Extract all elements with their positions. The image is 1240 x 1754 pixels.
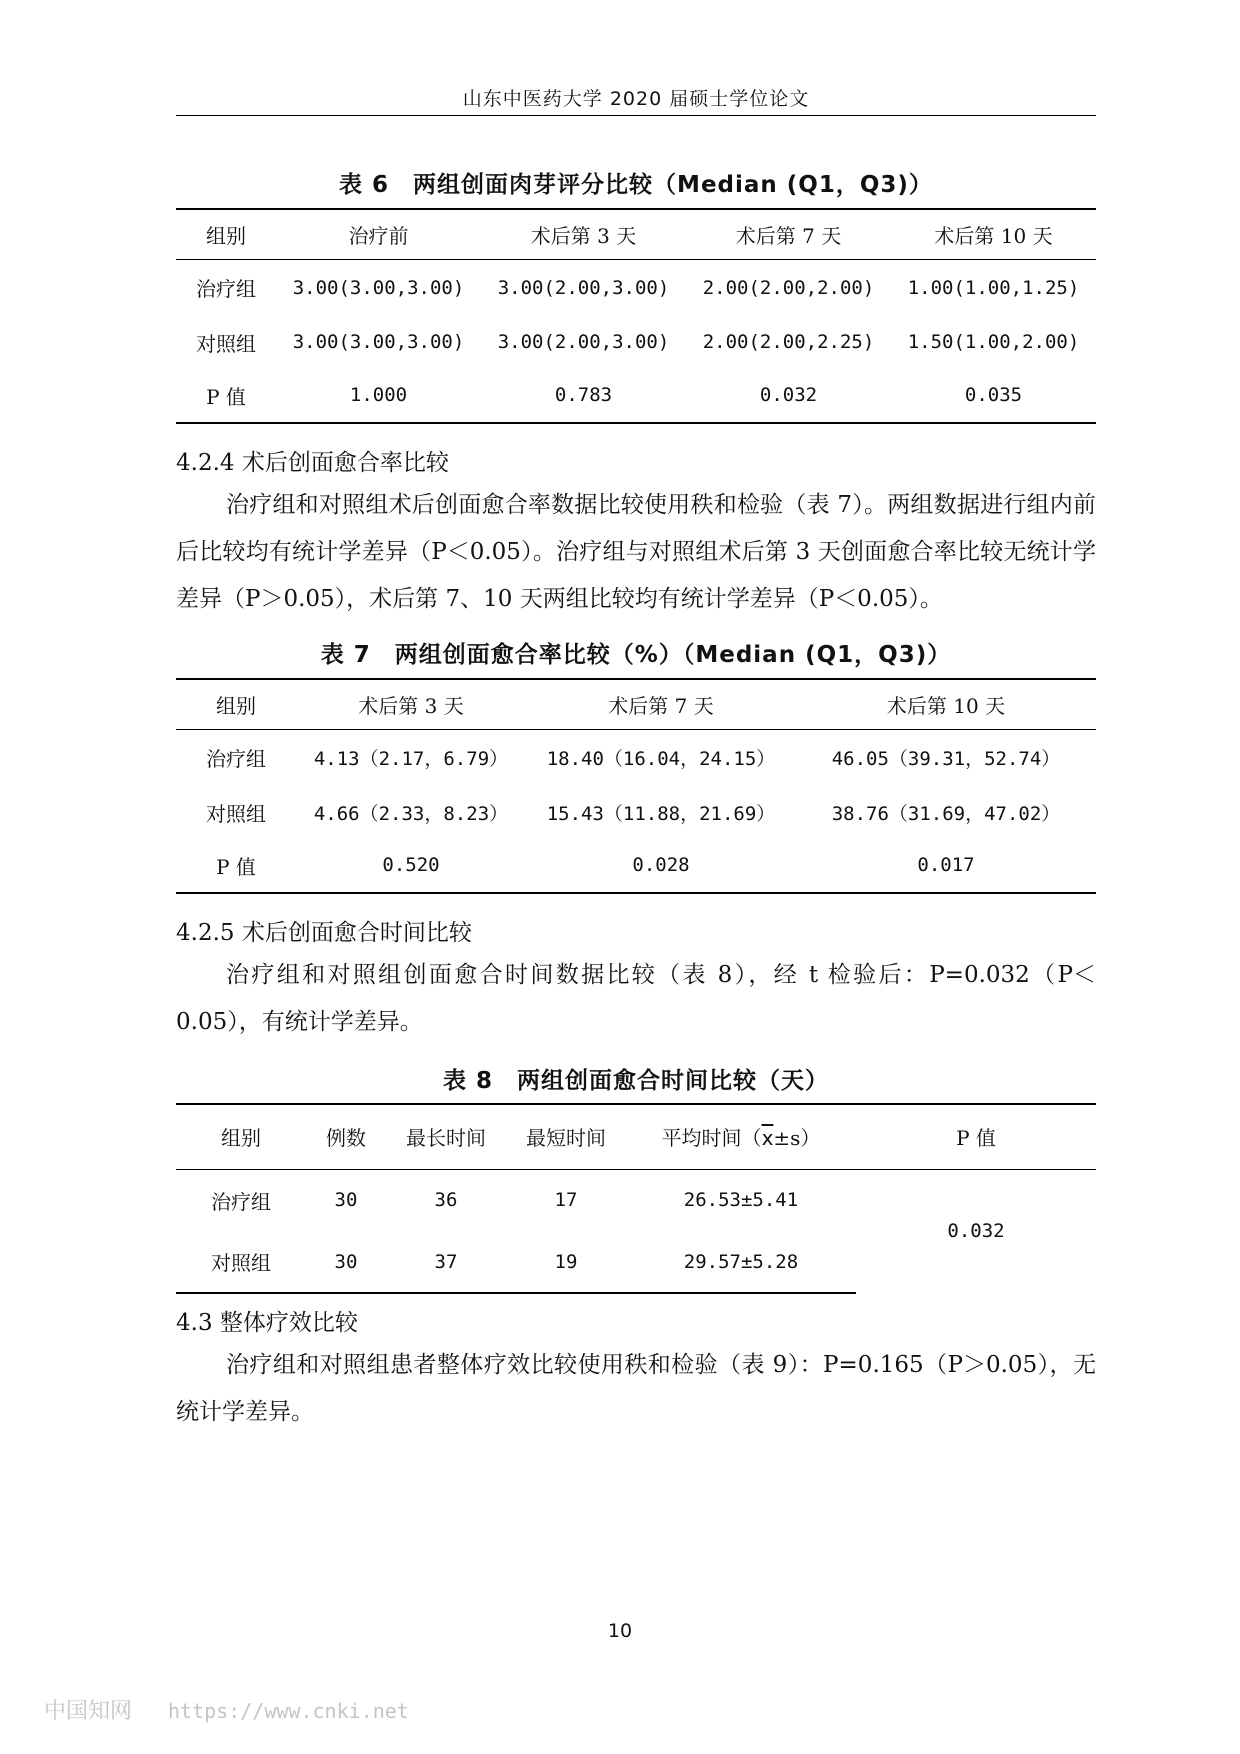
x-bar-symbol: $\overline{x}$ — [761, 1126, 774, 1151]
column-header-mean — [626, 1104, 856, 1169]
section-heading: 4.2.5 术后创面愈合时间比较 — [176, 920, 472, 946]
column-header: 术后第 10 天 — [796, 679, 1096, 729]
column-header: 最长时间 — [386, 1104, 506, 1169]
table7-caption: 表 7 两组创面愈合率比较（%）（Median (Q1，Q3)） — [320, 642, 952, 668]
table-row — [176, 786, 1096, 838]
table-cell: 3.00(2.00,3.00) — [497, 331, 670, 353]
table-row — [176, 1169, 1096, 1231]
column-header: 最短时间 — [506, 1104, 626, 1169]
table-cell: 1.50(1.00,2.00) — [907, 331, 1080, 353]
table-cell: 30 — [334, 1189, 358, 1212]
column-header: P 值 — [856, 1104, 1096, 1169]
table-cell: 30 — [306, 1231, 386, 1293]
table-cell: 17 — [554, 1189, 578, 1212]
page-number: 10 — [607, 1620, 633, 1642]
table-cell: 26.53±5.41 — [683, 1189, 799, 1212]
watermark — [44, 1694, 409, 1725]
table-cell: 18.40（16.04，24.15） — [546, 748, 776, 771]
table-cell: 1.000 — [276, 368, 481, 423]
table-header-row — [176, 679, 1096, 729]
row-label: 对照组 — [196, 331, 256, 356]
table-cell: 29.57±5.28 — [626, 1231, 856, 1293]
table8-caption: 表 8 两组创面愈合时间比较（天） — [442, 1068, 829, 1094]
table-row — [176, 838, 1096, 893]
table-cell: 0.520 — [296, 838, 526, 893]
column-header: 例数 — [306, 1104, 386, 1169]
watermark-url: https://www.cnki.net — [168, 1699, 409, 1723]
column-header-mean-prefix: 平均时间（ — [661, 1126, 762, 1151]
table-cell: 38.76（31.69，47.02） — [831, 802, 1061, 825]
table-cell: 0.783 — [481, 368, 686, 423]
column-header: 术后第 3 天 — [481, 209, 686, 259]
table-cell: 46.05（39.31，52.74） — [831, 748, 1061, 771]
column-header-mean-suffix: ±s） — [773, 1126, 821, 1151]
table-cell: 15.43（11.88，21.69） — [546, 802, 776, 825]
table6-caption: 表 6 两组创面肉芽评分比较（Median (Q1，Q3)） — [339, 172, 933, 198]
row-label: 对照组 — [176, 1231, 306, 1293]
table-cell: 3.00(3.00,3.00) — [292, 276, 465, 299]
table-row — [176, 316, 1096, 368]
table-cell: 3.00(2.00,3.00) — [497, 276, 670, 299]
table-cell: 4.13（2.17，6.79） — [313, 748, 509, 771]
table-cell: 1.00(1.00,1.25) — [907, 276, 1080, 299]
column-header: 治疗前 — [276, 209, 481, 259]
table-cell: 2.00(2.00,2.00) — [702, 276, 875, 299]
row-label: P 值 — [176, 368, 276, 423]
row-label: 治疗组 — [211, 1189, 271, 1214]
column-header: 术后第 3 天 — [296, 679, 526, 729]
table-cell: 0.028 — [526, 838, 796, 893]
column-header: 术后第 7 天 — [526, 679, 796, 729]
watermark-text: 中国知网 — [44, 1699, 133, 1724]
row-label: P 值 — [176, 838, 296, 893]
table-cell: 2.00(2.00,2.25) — [702, 331, 875, 353]
table-cell: 37 — [386, 1231, 506, 1293]
table-header-row — [176, 209, 1096, 259]
body-paragraph: 治疗组和对照组术后创面愈合率数据比较使用秩和检验（表 7）。两组数据进行组内前后比较均有统计学差异（P＜0.05）。治疗组与对照组术后第 3 天创面愈合率比较无统计学差异（P＞0.05），术后第 7、10 天两组比较均有统计学差异（P＜0.05）。 — [176, 492, 1096, 612]
row-label: 治疗组 — [206, 747, 266, 772]
p-value-cell: 0.032 — [947, 1220, 1005, 1243]
body-paragraph: 治疗组和对照组患者整体疗效比较使用秩和检验（表 9）：P=0.165（P＞0.05），无统计学差异。 — [176, 1352, 1096, 1425]
table-header-row — [176, 1104, 1096, 1169]
column-header: 组别 — [176, 209, 276, 259]
table-cell: 0.017 — [796, 838, 1096, 893]
table-cell: 0.032 — [686, 368, 891, 423]
table-row — [176, 368, 1096, 423]
table-cell: 0.035 — [891, 368, 1096, 423]
row-label: 对照组 — [206, 801, 266, 826]
section-heading: 4.2.4 术后创面愈合率比较 — [176, 450, 449, 476]
column-header: 组别 — [176, 1104, 306, 1169]
table8 — [176, 1103, 1096, 1294]
row-label: 治疗组 — [196, 277, 256, 302]
table-cell: 4.66（2.33，8.23） — [313, 802, 509, 825]
section-heading: 4.3 整体疗效比较 — [176, 1310, 358, 1336]
body-paragraph: 治疗组和对照组创面愈合时间数据比较（表 8），经 t 检验后：P=0.032（P＜0.05），有统计学差异。 — [176, 962, 1096, 1035]
column-header: 组别 — [176, 679, 296, 729]
table-cell: 36 — [434, 1189, 458, 1212]
table-cell: 3.00(3.00,3.00) — [292, 331, 465, 353]
column-header: 术后第 10 天 — [891, 209, 1096, 259]
table-row — [176, 259, 1096, 316]
table7 — [176, 678, 1096, 894]
table6 — [176, 208, 1096, 424]
column-header: 术后第 7 天 — [686, 209, 891, 259]
table-row — [176, 729, 1096, 786]
header-rule — [176, 115, 1096, 116]
running-header: 山东中医药大学 2020 届硕士学位论文 — [462, 88, 810, 110]
table-cell: 19 — [506, 1231, 626, 1293]
